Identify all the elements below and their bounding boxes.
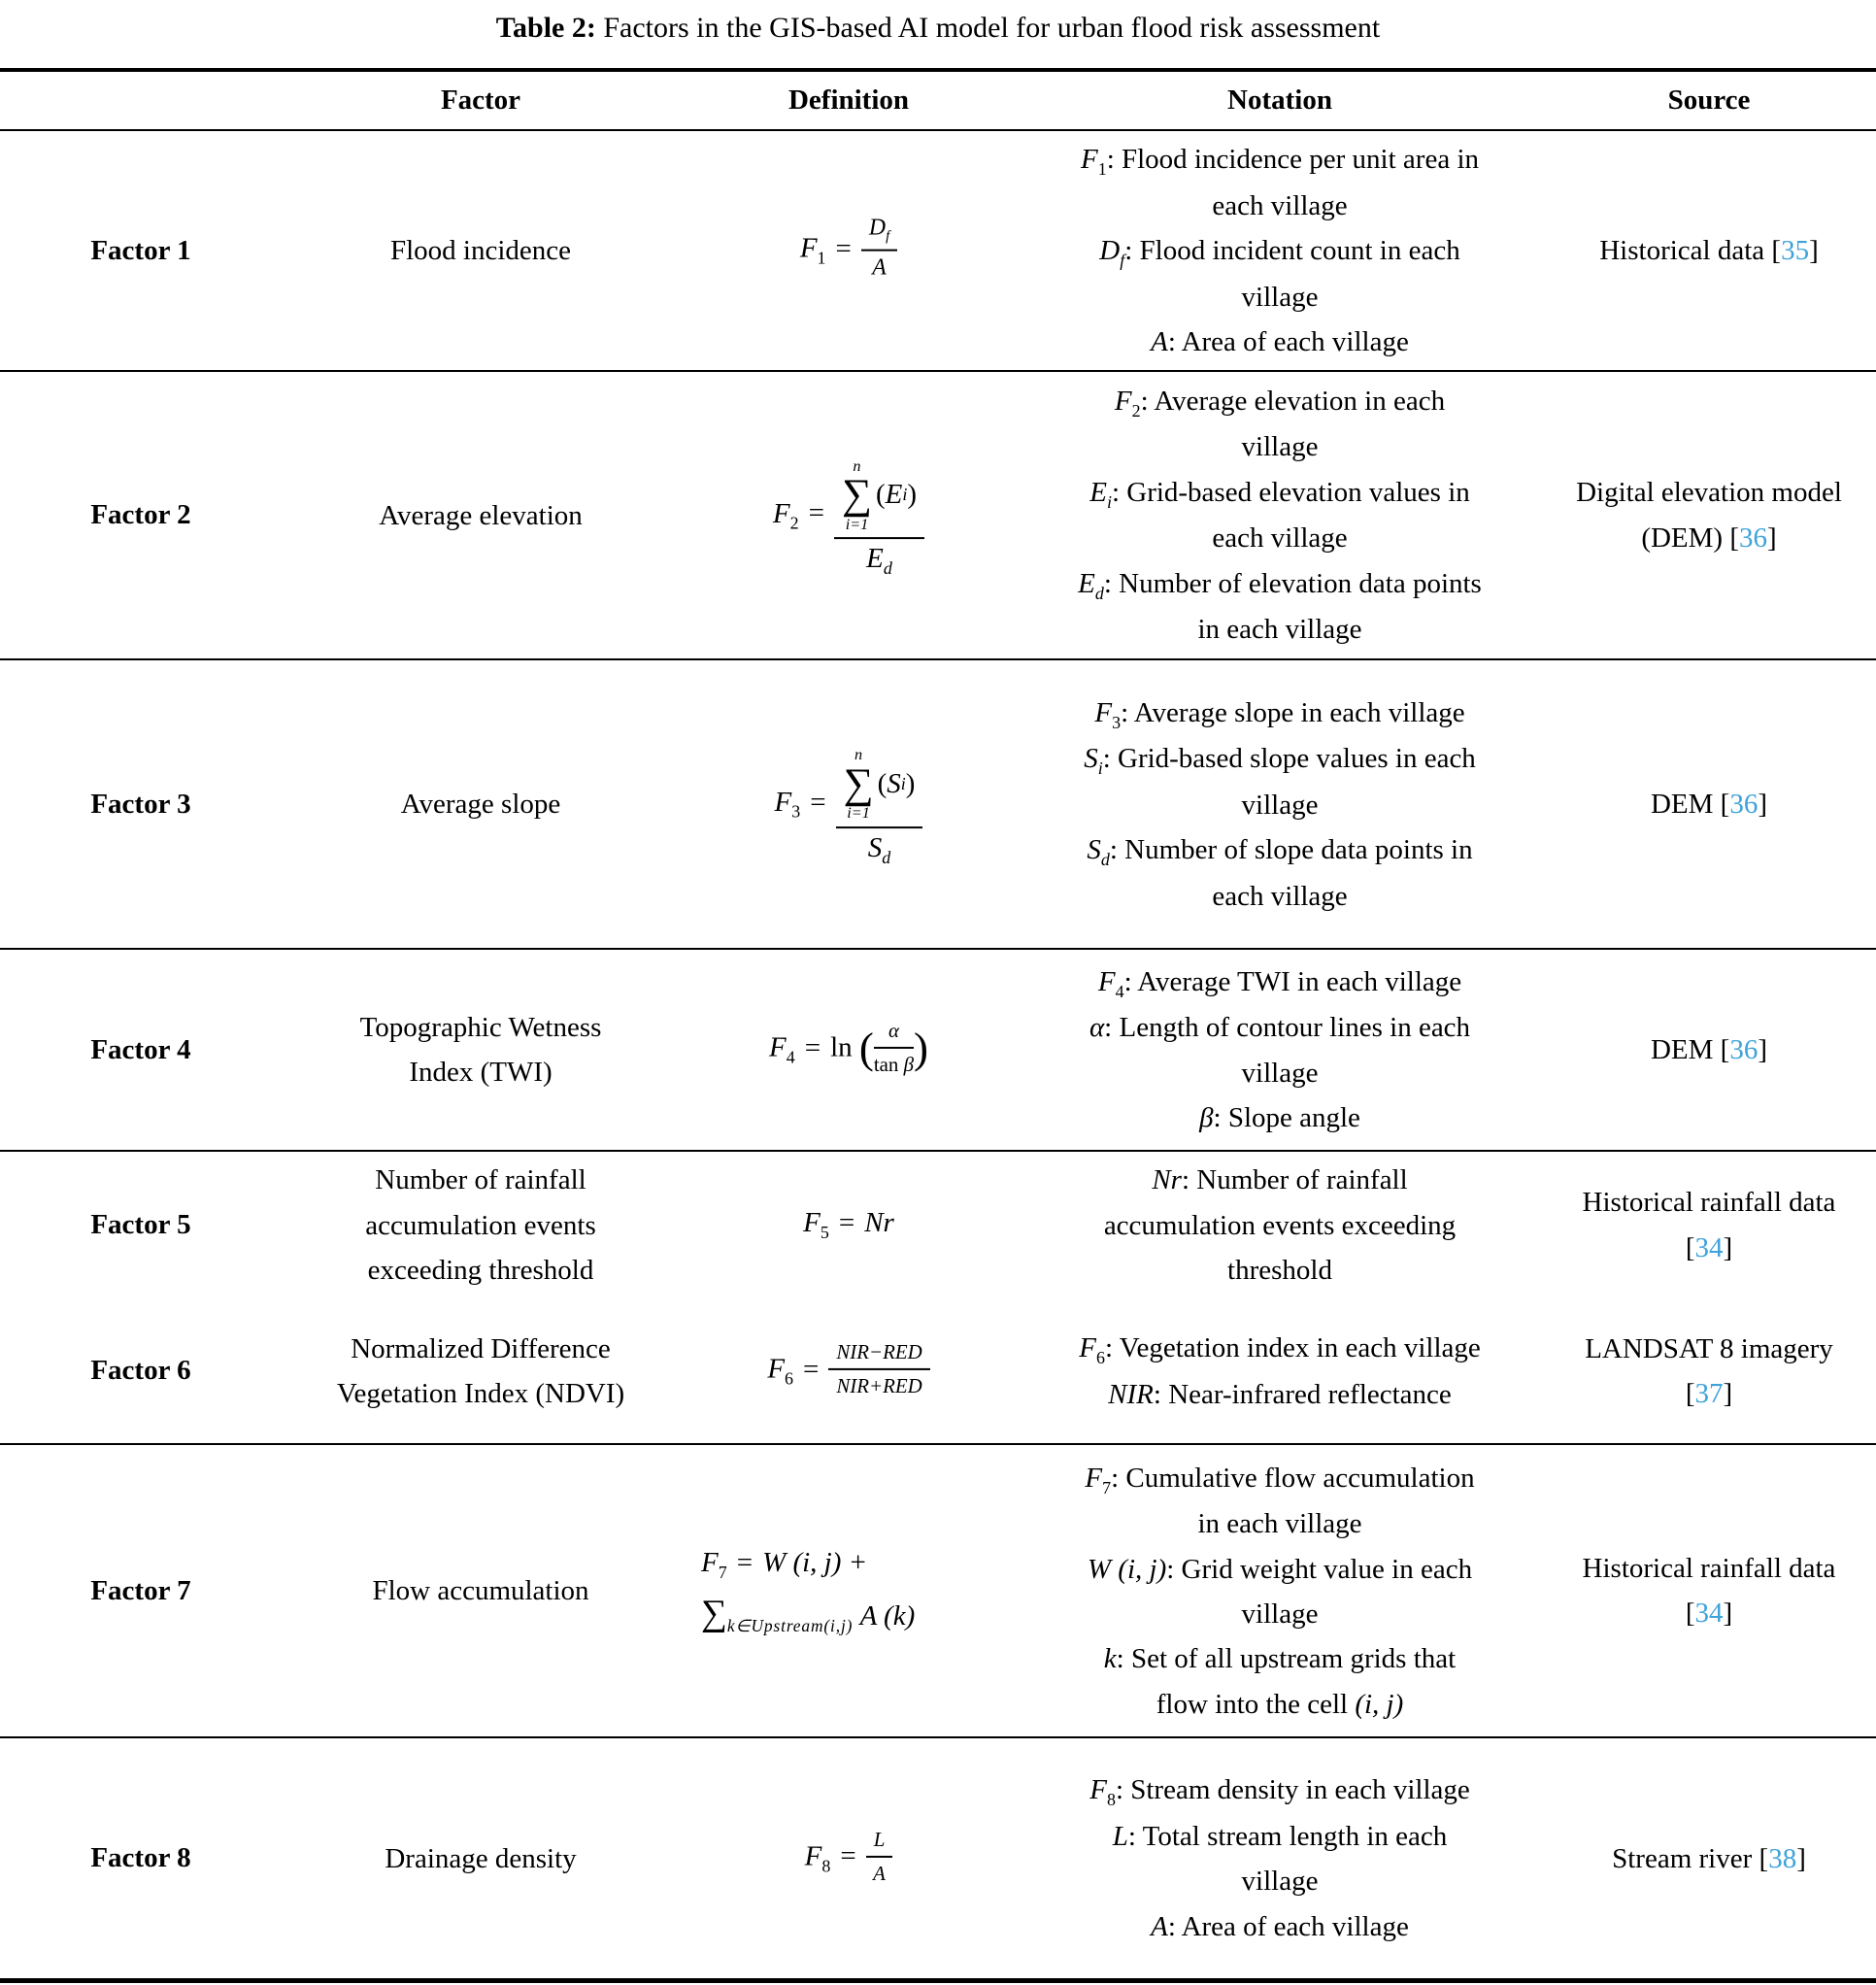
equals-sign: = xyxy=(803,1353,820,1385)
notation-line: β: Slope angle xyxy=(1199,1102,1360,1134)
notation-line: $F_2$: Average elevation in each village xyxy=(1114,385,1446,463)
header-definition: Definition xyxy=(680,70,1018,130)
citation-35[interactable]: [35] xyxy=(1771,234,1819,266)
sum-operator: n ∑ i=1 xyxy=(843,746,874,823)
source-cell: LANDSAT 8 imagery [37] xyxy=(1542,1298,1876,1444)
source-cell: Historical data [35] xyxy=(1542,130,1876,371)
notation-cell xyxy=(1018,949,1542,1151)
citation-38[interactable]: [38] xyxy=(1759,1842,1806,1874)
equals-sign: = xyxy=(808,497,824,529)
factor-name: Drainage density xyxy=(385,1842,577,1874)
source-cell: DEM [36] xyxy=(1542,949,1876,1151)
notation-line: Nr: Number of rainfall accumulation events exceeding threshold xyxy=(1103,1164,1457,1287)
notation-cell xyxy=(1018,1737,1542,1980)
notation-line: $D_f$: Flood incident count in each village xyxy=(1099,234,1460,313)
factor-name: Number of rainfall accumulation events exceeding threshold xyxy=(365,1164,596,1287)
notation-cell xyxy=(1018,659,1542,949)
table-row-factor-4 xyxy=(0,949,1876,1151)
notation-cell xyxy=(1018,1151,1542,1298)
formula-f5: $F_5 = Nr$ xyxy=(803,1207,894,1243)
ln-function: ln xyxy=(830,1031,853,1063)
formula-f4: $F_4 = \ln$ ( $\frac{\alpha}{\text{tan β}}$ ) xyxy=(680,949,1018,1151)
source-cell: DEM [36] xyxy=(1542,659,1876,949)
table-row-factor-1 xyxy=(0,130,1876,371)
table-row-factor-5 xyxy=(0,1151,1876,1298)
factor-name: Normalized Difference Vegetation Index (NDVI) xyxy=(282,1298,680,1444)
factor-name: Flood incidence xyxy=(282,130,680,371)
header-notation: Notation xyxy=(1018,70,1542,130)
citation-36[interactable]: [36] xyxy=(1720,1034,1768,1066)
factors-table xyxy=(0,68,1876,1983)
header-factor: Factor xyxy=(282,70,680,130)
table-row-factor-2 xyxy=(0,371,1876,659)
notation-line: $F_6$: Vegetation index in each village xyxy=(1079,1331,1481,1367)
notation-line: A: Area of each village xyxy=(1151,325,1409,357)
fraction: $\frac{\text{NIR−RED}}{\text{NIR+RED}}$ xyxy=(828,1340,929,1398)
row-label: Factor 2 xyxy=(0,371,282,659)
table-row-factor-7 xyxy=(0,1444,1876,1737)
formula-sub: 1 xyxy=(817,248,826,268)
notation-cell xyxy=(1018,130,1542,371)
table-row-factor-6 xyxy=(0,1298,1876,1444)
notation-line: A: Area of each village xyxy=(1151,1910,1409,1942)
table-caption xyxy=(0,0,1876,68)
equals-sign: = xyxy=(835,232,852,264)
notation-line: $F_4$: Average TWI in each village xyxy=(1097,965,1462,1001)
factor-name: Average slope xyxy=(282,659,680,949)
notation-line: $F_1$: Flood incidence per unit area in each village xyxy=(1080,144,1480,221)
notation-cell xyxy=(1018,1444,1542,1737)
notation-line: $E_d$: Number of elevation data points in each village xyxy=(1078,567,1482,646)
row-label: Factor 1 xyxy=(0,130,282,371)
equals-sign: = xyxy=(804,1031,821,1063)
row-label: Factor 3 xyxy=(0,659,282,949)
formula-var: F xyxy=(799,232,818,264)
formula-f1 xyxy=(680,130,1018,371)
citation-36[interactable]: [36] xyxy=(1720,789,1768,821)
row-label: Factor 6 xyxy=(0,1298,282,1444)
header-source: Source xyxy=(1542,70,1876,130)
citation-34[interactable]: [34] xyxy=(1685,1598,1733,1630)
citation-37[interactable]: [37] xyxy=(1685,1377,1733,1409)
equals-sign: = xyxy=(840,1840,856,1872)
notation-line: $F_7$: Cumulative flow accumulation in each village xyxy=(1085,1462,1475,1540)
fraction: $\frac{L}{A}$ xyxy=(866,1828,893,1886)
notation-cell xyxy=(1018,1298,1542,1444)
notation-line: α: Length of contour lines in each village xyxy=(1089,1012,1471,1089)
equals-sign: = xyxy=(810,786,826,818)
sum-operator: n ∑ i=1 xyxy=(841,456,872,533)
notation-line: L: Total stream length in each village xyxy=(1112,1820,1448,1898)
citation-36[interactable]: [36] xyxy=(1729,521,1777,554)
row-label: Factor 4 xyxy=(0,949,282,1151)
table-caption-text: Factors in the GIS-based AI model for urban flood risk assessment xyxy=(595,12,1381,44)
notation-line: $F_8$: Stream density in each village xyxy=(1089,1774,1470,1810)
notation-line: NIR: Near-infrared reflectance xyxy=(1108,1378,1452,1410)
equals-sign: = xyxy=(838,1207,855,1239)
factor-name: Flow accumulation xyxy=(282,1444,680,1737)
fraction: $\frac{\alpha}{\text{tan β}}$ xyxy=(873,1019,914,1077)
factor-name: Average elevation xyxy=(282,371,680,659)
table-row-factor-8 xyxy=(0,1737,1876,1980)
notation-line: $E_i$: Grid-based elevation values in each village xyxy=(1089,476,1470,555)
source-cell: Stream river [38] xyxy=(1612,1842,1806,1874)
header-empty xyxy=(0,70,282,130)
formula-f8: $F_8$ = $\frac{L}{A}$ xyxy=(680,1737,1018,1980)
fraction: n ∑ i=1 ( E i ) $E_d$ xyxy=(834,447,924,579)
notation-line: $S_d$: Number of slope data points in each village xyxy=(1087,834,1473,912)
sum-operator: ∑ xyxy=(701,1592,727,1633)
header-row xyxy=(0,70,1876,130)
source-cell: Historical rainfall data [34] xyxy=(1582,1187,1836,1263)
notation-line: k: Set of all upstream grids that flow into the cell (i, j) xyxy=(1103,1643,1457,1720)
notation-line: W (i, j): Grid weight value in each village xyxy=(1087,1553,1473,1631)
formula-f3: $F_3$ = n ∑ i=1 ( S i ) $S_d$ xyxy=(680,659,1018,949)
row-label: Factor 8 xyxy=(90,1842,191,1874)
row-label: Factor 5 xyxy=(90,1209,191,1241)
equals-sign: = xyxy=(736,1546,754,1578)
formula-f6: $F_6$ = $\frac{\text{NIR−RED}}{\text{NIR+RED}}$ xyxy=(680,1298,1018,1444)
source-cell: Digital elevation model (DEM) [36] xyxy=(1542,371,1876,659)
fraction: n ∑ i=1 ( S i ) $S_d$ xyxy=(836,735,923,867)
source-cell: Historical rainfall data [34] xyxy=(1542,1444,1876,1737)
table-row-factor-3 xyxy=(0,659,1876,949)
formula-f2: $F_2$ = n ∑ i=1 ( E i ) $E_d$ xyxy=(680,371,1018,659)
notation-line: $F_3$: Average slope in each village xyxy=(1094,696,1465,732)
table-caption-label: Table 2: xyxy=(495,12,596,44)
formula-f7: $F_7 = W$ (i, j) + $\sum_{k\in Upstream(i,j)}$ A (k) xyxy=(680,1444,1018,1737)
factor-name: Topographic Wetness Index (TWI) xyxy=(282,949,680,1151)
notation-cell xyxy=(1018,371,1542,659)
row-label: Factor 7 xyxy=(0,1444,282,1737)
notation-line: $S_i$: Grid-based slope values in each village xyxy=(1084,743,1476,821)
fraction: $\frac{D_f}{A}$ xyxy=(861,216,897,282)
citation-34[interactable]: [34] xyxy=(1685,1231,1733,1263)
